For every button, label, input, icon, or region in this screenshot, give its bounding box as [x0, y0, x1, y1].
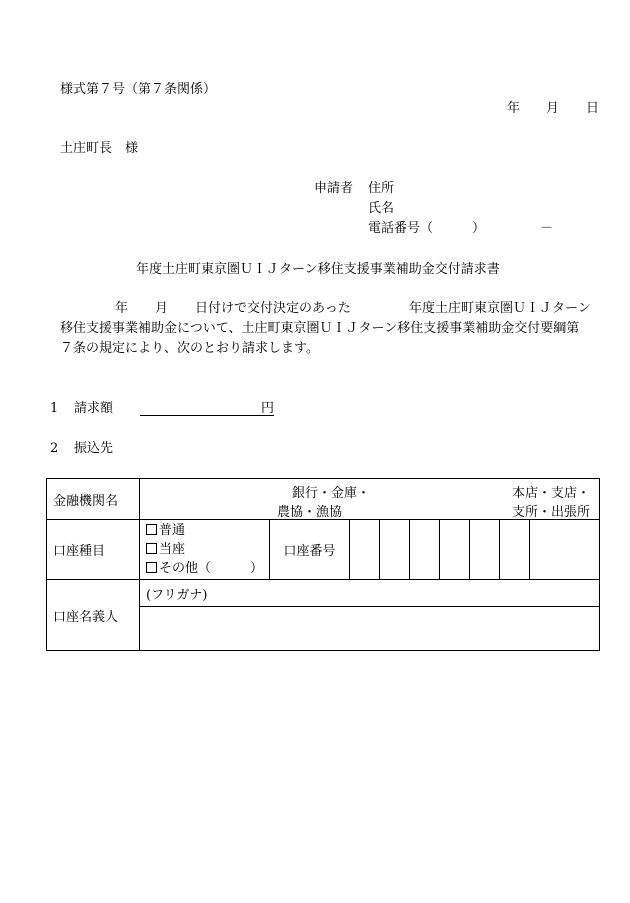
- date-day-label: 日: [586, 101, 600, 116]
- account-type-other[interactable]: その他（ ）: [140, 559, 269, 578]
- branch-types-line2: 支所・出張所: [512, 505, 591, 520]
- item1-label: 請求額: [74, 401, 114, 416]
- date-month-label: 月: [546, 101, 560, 116]
- checkbox-icon[interactable]: [146, 543, 157, 554]
- account-row: [47, 520, 600, 580]
- document-title: 年度土庄町東京圏ＵＩＪターン移住支援事業補助金交付請求書: [136, 262, 500, 277]
- account-digit-6[interactable]: [500, 520, 530, 580]
- institution-label: 金融機関名: [47, 479, 140, 520]
- body-decision-text: 日付けで交付決定のあった: [195, 301, 351, 316]
- bank-types-line1: 銀行・金庫・: [292, 486, 371, 501]
- furigana-label: (フリガナ): [146, 587, 208, 603]
- name-label: 氏名: [368, 201, 395, 216]
- address-label: 住所: [368, 181, 395, 196]
- phone-dash: －: [540, 221, 554, 236]
- item1-unit: 円: [261, 401, 275, 416]
- account-digit-2[interactable]: [380, 520, 410, 580]
- account-type-cell: [140, 520, 270, 580]
- account-digit-7[interactable]: [530, 520, 600, 580]
- body-month: 月: [155, 301, 169, 316]
- bank-types-line2: 農協・漁協: [277, 505, 343, 520]
- claim-amount-blank[interactable]: [140, 415, 274, 416]
- body-year: 年: [115, 301, 129, 316]
- account-type-ordinary[interactable]: 普通: [140, 521, 269, 540]
- body-fiscal-year-text: 年度土庄町東京圏ＵＩＪターン: [409, 301, 591, 316]
- account-type-checking[interactable]: 当座: [140, 540, 269, 559]
- applicant-label: 申請者: [314, 181, 354, 196]
- furigana-cell[interactable]: [140, 580, 600, 607]
- bank-transfer-table: [46, 478, 600, 651]
- form-number: 様式第７号（第７条関係）: [60, 82, 217, 97]
- account-digit-1[interactable]: [350, 520, 380, 580]
- date-year-label: 年: [507, 101, 521, 116]
- account-digit-3[interactable]: [410, 520, 440, 580]
- account-number-label: 口座番号: [270, 520, 350, 580]
- item2-label: 振込先: [74, 441, 114, 456]
- item2-number: 2: [50, 441, 59, 456]
- addressee: 土庄町長 様: [60, 141, 139, 156]
- checkbox-icon[interactable]: [146, 524, 157, 535]
- holder-furigana-row: [47, 580, 600, 607]
- account-type-label: 口座種目: [47, 520, 140, 580]
- institution-row: [47, 479, 600, 520]
- holder-label: 口座名義人: [47, 580, 140, 651]
- holder-name-cell[interactable]: [140, 607, 600, 651]
- body-line-3: ７条の規定により、次のとおり請求します。: [60, 341, 319, 356]
- institution-cell[interactable]: [140, 479, 600, 520]
- branch-types-line1: 本店・支店・: [512, 486, 591, 501]
- body-line-2: 移住支援事業補助金について、土庄町東京圏ＵＩＪターン移住支援事業補助金交付要綱第: [60, 321, 580, 336]
- checkbox-icon[interactable]: [146, 562, 157, 573]
- account-digit-4[interactable]: [440, 520, 470, 580]
- account-digit-5[interactable]: [470, 520, 500, 580]
- phone-label: 電話番号（ ）: [368, 221, 486, 236]
- item1-number: 1: [50, 401, 59, 416]
